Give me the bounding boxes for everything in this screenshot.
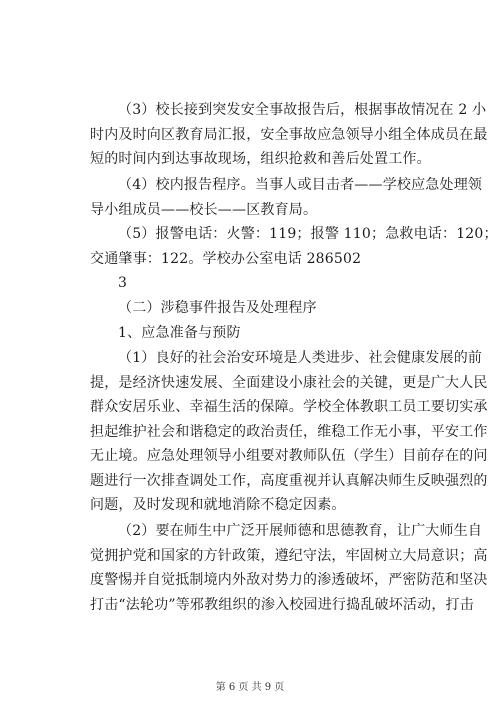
text-line: 时内及时向区教育局汇报，安全事故应急领导小组全体成员在最	[90, 126, 488, 143]
text-line: （2）要在师生中广泛开展师德和思德教育，让广大师生自	[118, 523, 483, 539]
text-line: （3）校长接到突发安全事故报告后，根据事故情况在 2 小	[118, 102, 487, 118]
page-number-marker	[90, 271, 408, 296]
paragraph-principal-report	[90, 98, 488, 172]
text-line: 1、应急准备与预防	[118, 325, 241, 341]
subsection-heading	[90, 321, 408, 346]
text-line: 问题，及时发现和就地消除不稳定因素。	[90, 497, 346, 513]
text-line: 题进行一次排查调处工作，高度重视并认真解决师生反映强烈的	[90, 472, 488, 489]
page-footer: 第 6 页 共 9 页	[215, 682, 285, 693]
paragraph-emergency-phones	[90, 222, 498, 271]
text-line: 导小组成员——校长——区教育局。	[90, 201, 318, 218]
text-line: 短的时间内到达事故现场，组织抢救和善后处置工作。	[90, 151, 431, 167]
text-line: （二）涉稳事件报告及处理程序	[118, 300, 317, 316]
section-heading	[90, 296, 408, 321]
text-line: 担起维护社会和谐稳定的政治责任，维稳工作无小事，平安工作	[90, 423, 488, 440]
text-line: （1）良好的社会治安环境是人类进步、社会健康发展的前	[118, 350, 483, 366]
text-line: 提，是经济快速发展、全面建设小康社会的关键，更是广大人民	[90, 374, 488, 391]
text-line: 群众安居乐业、幸福生活的保障。学校全体教职工员工要切实承	[90, 399, 488, 415]
text-line: 觉拥护党和国家的方针政策，遵纪守法，牢固树立大局意识；高	[90, 547, 488, 564]
text-line: （5）报警电话：火警：119；报警 110；急救电话：120；	[118, 226, 498, 242]
text-line: 交通肇事：122。学校办公室电话 286502	[90, 250, 362, 267]
text-line: 3	[118, 275, 128, 291]
text-line: 打击“法轮功”等邪教组织的渗入校园进行捣乱破坏活动，打击	[90, 596, 474, 613]
paragraph-social-security	[90, 346, 488, 518]
text-line: （4）校内报告程序。当事人或目击者——学校应急处理领	[118, 177, 483, 193]
paragraph-internal-procedure	[90, 173, 483, 222]
text-line: 度警惕并自觉抵制境内外敌对势力的渗透破坏，严密防范和坚决	[90, 572, 488, 588]
paragraph-moral-education	[90, 519, 488, 617]
text-line: 无止境。应急处理领导小组要对教师队伍（学生）目前存在的问	[90, 448, 488, 464]
